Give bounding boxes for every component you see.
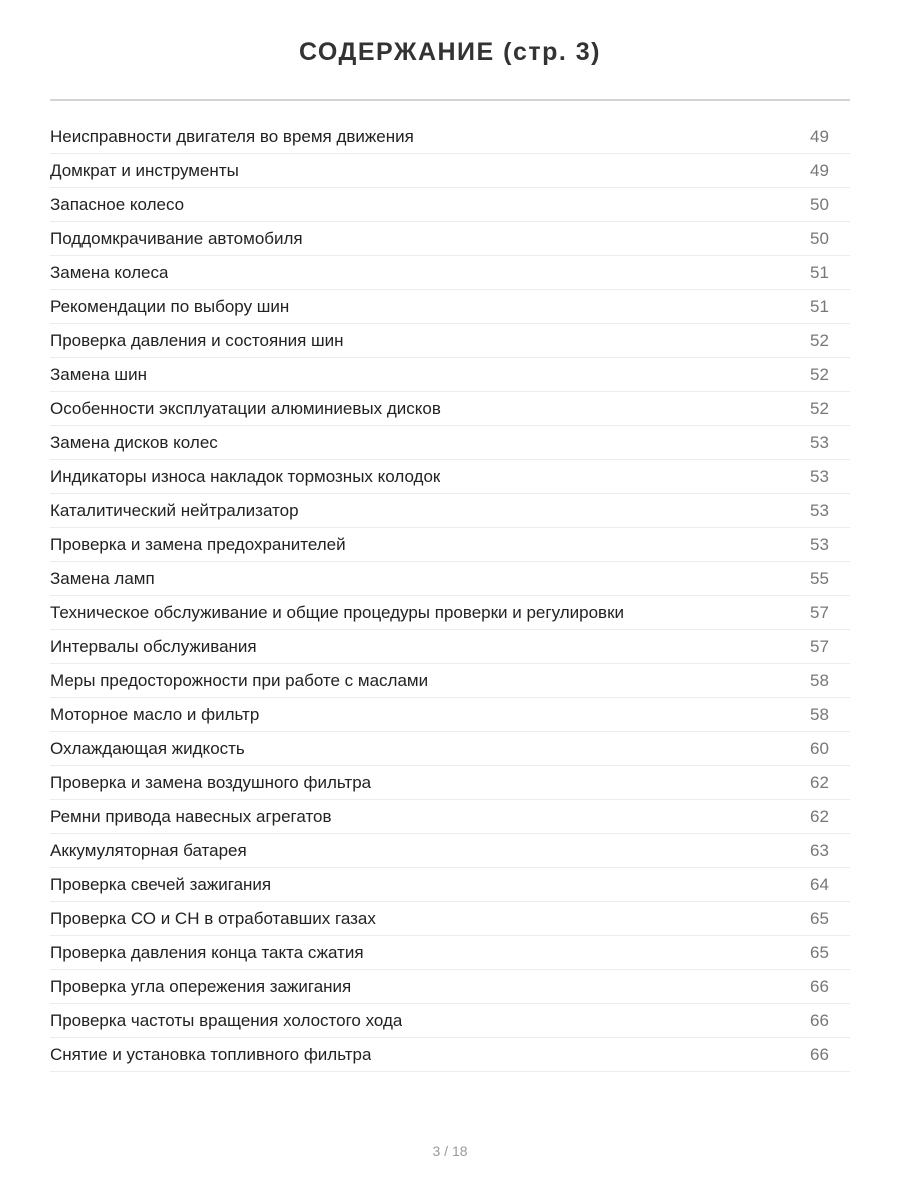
toc-entry[interactable]	[50, 1004, 850, 1038]
toc-entry-page: 51	[810, 296, 829, 316]
toc-entry-title: Проверка частоты вращения холостого хода	[50, 1010, 403, 1030]
toc-entry-title: Ремни привода навесных агрегатов	[50, 806, 332, 826]
toc-entry-title: Поддомкрачивание автомобиля	[50, 228, 303, 248]
toc-entry-page: 58	[810, 704, 829, 724]
toc-entry[interactable]	[50, 766, 850, 800]
toc-entry-page: 52	[810, 364, 829, 384]
toc-entry[interactable]	[50, 120, 850, 154]
toc-entry[interactable]	[50, 936, 850, 970]
toc-entry-title: Каталитический нейтрализатор	[50, 500, 299, 520]
toc-entry[interactable]	[50, 664, 850, 698]
toc-entry-title: Проверка и замена воздушного фильтра	[50, 772, 372, 792]
toc-entry-title: Проверка давления и состояния шин	[50, 330, 344, 350]
toc-entry[interactable]	[50, 188, 850, 222]
toc-entry-page: 60	[810, 738, 829, 758]
toc-entry-title: Рекомендации по выбору шин	[50, 296, 290, 316]
toc-entry-page: 52	[810, 398, 829, 418]
toc-entry[interactable]	[50, 630, 850, 664]
toc-entry-page: 66	[810, 1044, 829, 1064]
toc-entry[interactable]	[50, 1038, 850, 1072]
toc-entry-page: 63	[810, 840, 829, 860]
toc-entry-page: 53	[810, 432, 829, 452]
toc-entry-page: 53	[810, 534, 829, 554]
toc-entry-title: Меры предосторожности при работе с маслами	[50, 670, 429, 690]
toc-entry-title: Проверка давления конца такта сжатия	[50, 942, 364, 962]
toc-entry-title: Охлаждающая жидкость	[50, 738, 245, 758]
toc-entry-title: Проверка свечей зажигания	[50, 874, 272, 894]
toc-entry[interactable]	[50, 324, 850, 358]
toc-entry[interactable]	[50, 868, 850, 902]
toc-entry[interactable]	[50, 698, 850, 732]
toc-entry-title: Моторное масло и фильтр	[50, 704, 260, 724]
toc-entry[interactable]	[50, 732, 850, 766]
toc-entry[interactable]	[50, 528, 850, 562]
toc-entry-title: Аккумуляторная батарея	[50, 840, 247, 860]
toc-entry-page: 51	[810, 262, 829, 282]
toc-entry-title: Домкрат и инструменты	[50, 160, 239, 180]
toc-list	[50, 120, 850, 1072]
toc-entry-title: Особенности эксплуатации алюминиевых дисков	[50, 398, 441, 418]
toc-entry-page: 53	[810, 466, 829, 486]
toc-entry[interactable]	[50, 834, 850, 868]
toc-entry-page: 65	[810, 942, 829, 962]
toc-entry-title: Замена шин	[50, 364, 147, 384]
toc-entry-page: 64	[810, 874, 829, 894]
toc-entry-title: Снятие и установка топливного фильтра	[50, 1044, 372, 1064]
toc-entry-page: 58	[810, 670, 829, 690]
toc-entry-page: 53	[810, 500, 829, 520]
toc-entry[interactable]	[50, 290, 850, 324]
toc-entry-title: Запасное колесо	[50, 194, 185, 214]
toc-entry[interactable]	[50, 902, 850, 936]
toc-entry[interactable]	[50, 596, 850, 630]
toc-entry-title: Неисправности двигателя во время движения	[50, 126, 414, 146]
toc-entry-title: Интервалы обслуживания	[50, 636, 257, 656]
toc-entry-page: 62	[810, 772, 829, 792]
toc-entry[interactable]	[50, 222, 850, 256]
toc-entry-page: 49	[810, 160, 829, 180]
toc-entry-page: 50	[810, 194, 829, 214]
toc-entry-page: 66	[810, 976, 829, 996]
toc-entry-page: 66	[810, 1010, 829, 1030]
toc-entry-page: 55	[810, 568, 829, 588]
toc-entry[interactable]	[50, 154, 850, 188]
page-title: СОДЕРЖАНИЕ (стр. 3)	[298, 38, 602, 66]
toc-entry-page: 57	[810, 636, 829, 656]
toc-entry[interactable]	[50, 460, 850, 494]
toc-entry[interactable]	[50, 562, 850, 596]
toc-entry-page: 50	[810, 228, 829, 248]
toc-entry-title: Проверка угла опережения зажигания	[50, 976, 352, 996]
toc-entry-page: 49	[810, 126, 829, 146]
toc-entry-title: Проверка СО и СН в отработавших газах	[50, 908, 376, 928]
toc-entry[interactable]	[50, 358, 850, 392]
toc-entry-page: 57	[810, 602, 829, 622]
toc-entry-page: 65	[810, 908, 829, 928]
toc-entry-title: Замена колеса	[50, 262, 169, 282]
page-number: 3 / 18	[432, 1143, 468, 1159]
title-divider	[50, 99, 850, 101]
toc-entry[interactable]	[50, 256, 850, 290]
toc-entry-title: Техническое обслуживание и общие процедуры проверки и регулировки	[50, 602, 625, 622]
toc-entry-title: Проверка и замена предохранителей	[50, 534, 346, 554]
toc-entry-title: Замена ламп	[50, 568, 155, 588]
toc-entry[interactable]	[50, 392, 850, 426]
toc-entry[interactable]	[50, 800, 850, 834]
toc-entry-title: Замена дисков колес	[50, 432, 218, 452]
toc-entry-title: Индикаторы износа накладок тормозных колодок	[50, 466, 441, 486]
toc-entry-page: 62	[810, 806, 829, 826]
toc-entry[interactable]	[50, 426, 850, 460]
toc-entry[interactable]	[50, 970, 850, 1004]
toc-entry[interactable]	[50, 494, 850, 528]
toc-entry-page: 52	[810, 330, 829, 350]
